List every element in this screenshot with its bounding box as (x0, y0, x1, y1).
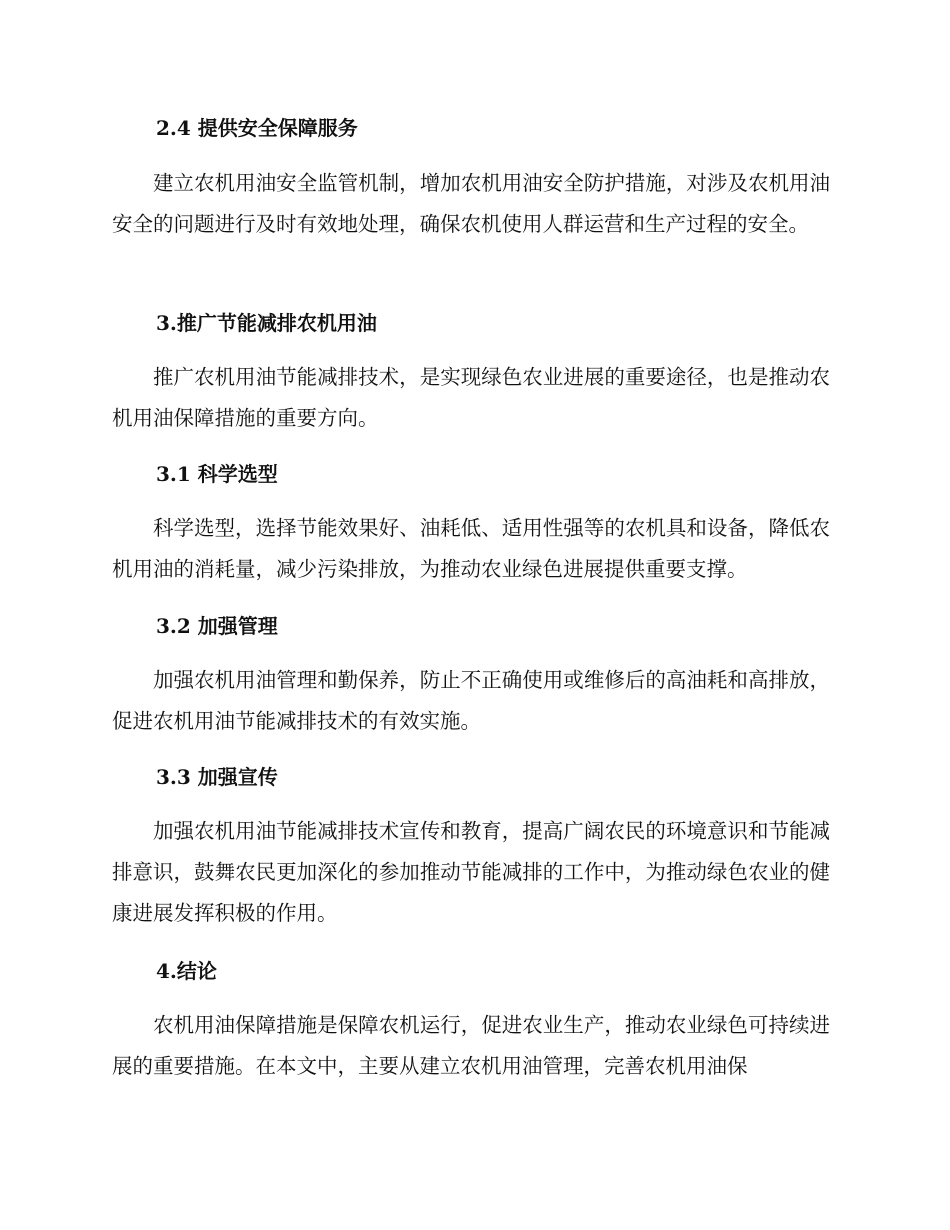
section-paragraph-4: 农机用油保障措施是保障农机运行，促进农业生产，推动农业绿色可持续进展的重要措施。在本文中，主要从建立农机用油管理，完善农机用油保 (112, 1013, 830, 1078)
section-paragraph-2-4: 建立农机用油安全监管机制，增加农机用油安全防护措施，对涉及农机用油安全的问题进行及时有效地处理，确保农机使用人群运营和生产过程的安全。 (112, 171, 830, 236)
section-heading-3-1: 3.1 科学选型 (156, 462, 278, 486)
section-paragraph-3-1: 科学选型，选择节能效果好、油耗低、适用性强等的农机具和设备，降低农机用油的消耗量，减少污染排放，为推动农业绿色进展提供重要支撑。 (112, 516, 830, 581)
section-heading-4: 4.结论 (156, 959, 217, 983)
section-heading-2-4: 2.4 提供安全保障服务 (156, 116, 358, 140)
section-paragraph-3-3: 加强农机用油节能减排技术宣传和教育，提高广阔农民的环境意识和节能减排意识，鼓舞农民更加深化的参加推动节能减排的工作中，为推动绿色农业的健康进展发挥积极的作用。 (112, 819, 830, 925)
section-paragraph-3: 推广农机用油节能减排技术，是实现绿色农业进展的重要途径，也是推动农机用油保障措施的重要方向。 (112, 365, 830, 430)
section-heading-3-2: 3.2 加强管理 (156, 614, 278, 638)
section-heading-3-3: 3.3 加强宣传 (156, 765, 278, 789)
section-heading-3: 3.推广节能减排农机用油 (156, 311, 377, 335)
section-paragraph-3-2: 加强农机用油管理和勤保养，防止不正确使用或维修后的高油耗和高排放，促进农机用油节能减排技术的有效实施。 (112, 668, 830, 733)
